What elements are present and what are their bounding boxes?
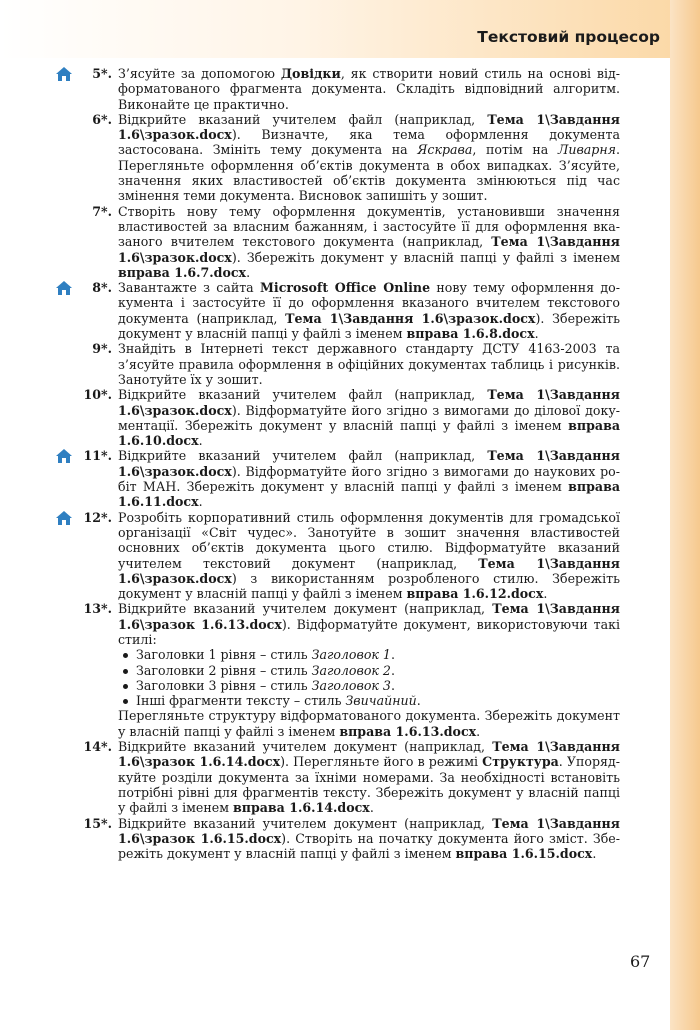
task-number: 7*.	[92, 203, 112, 219]
task-number: 14*.	[83, 739, 112, 755]
task-text: Відкрийте вказаний учителем файл (наприклад, Тема 1\Завдання 1.6\зразок.docx). Відформатуйте його згідно з вимогами до наукових робіт МАН. Збережіть документ у власній папці у файлі з іменем вправа 1.6.11.docx.	[118, 448, 620, 510]
task-text: Відкрийте вказаний учителем файл (наприклад, Тема 1\Завдання 1.6\зразок.docx). Відформатуйте його згідно з вимогами до ділової документації. Збережіть документ у власній папці у файлі з іменем вправа 1.6.10.docx.	[118, 387, 620, 449]
task-number: 13*.	[83, 601, 112, 617]
page-number: 67	[630, 952, 651, 971]
task-item	[0, 112, 620, 204]
style-list	[118, 647, 620, 708]
task-number: 9*.	[92, 341, 112, 357]
task-text: З’ясуйте за допомогою Довідки, як створити новий стиль на основі відформатованого фрагмента документа. Складіть відповідний алгоритм. Виконайте це практично.	[118, 66, 620, 112]
page-section-title: Текстовий процесор	[477, 28, 660, 46]
task-number: 15*.	[83, 815, 112, 831]
side-color-strip	[670, 0, 700, 1030]
task-item	[0, 66, 620, 112]
task-item	[0, 387, 620, 448]
task-text: Відкрийте вказаний учителем документ (наприклад, Тема 1\Завдання 1.6\зразок 1.6.14.docx). Перегляньте його в режимі Структура. Упорядкуйте розділи документа за їхніми номерами. За необхідності встановіть потрібні рівні для фрагментів тексту. Збережіть документ у власній папці у файлі з іменем вправа 1.6.14.docx.	[118, 739, 620, 816]
list-item: Заголовки 3 рівня – стиль Заголовок 3.	[118, 678, 620, 693]
task-text: Створіть нову тему оформлення документів, установивши значення властивостей за власним бажанням, і застосуйте її для оформлення вказаного вчителем текстового документа (наприклад, Тема 1\Завдання 1.6\зразок.docx). Збережіть документ у власній папці у файлі з іменем вправа 1.6.7.docx.	[118, 203, 620, 280]
task-number: 11*.	[83, 448, 112, 464]
task-text: Відкрийте вказаний учителем документ (наприклад, Тема 1\Завдання 1.6\зразок 1.6.13.docx). Відформатуйте документ, використовуючи такі стилі:	[118, 601, 621, 647]
task-text: Відкрийте вказаний учителем документ (наприклад, Тема 1\Завдання 1.6\зразок 1.6.15.docx). Створіть на початку документа його зміст. Збережіть документ у власній папці у файлі з іменем вправа 1.6.15.docx.	[118, 815, 621, 862]
task-item	[0, 448, 620, 509]
task-number: 8*.	[92, 280, 112, 296]
task-text-continued: Перегляньте структуру відформатованого документа. Збережіть документ у власній папці у файлі з іменем вправа 1.6.13.docx.	[118, 708, 620, 739]
task-number: 5*.	[92, 66, 112, 81]
list-item: Заголовки 2 рівня – стиль Заголовок 2.	[118, 663, 620, 678]
task-item	[0, 816, 620, 862]
task-item	[0, 601, 620, 739]
task-item	[0, 204, 620, 280]
task-item	[0, 510, 620, 602]
task-number: 12*.	[83, 509, 112, 525]
task-item	[0, 739, 620, 815]
list-item: Інші фрагменти тексту – стиль Звичайний.	[118, 693, 620, 708]
task-number: 10*.	[83, 387, 112, 403]
list-item: Заголовки 1 рівня – стиль Заголовок 1.	[118, 647, 620, 662]
task-text: Розробіть корпоративний стиль оформлення документів для громадської організації «Світ чудес». Занотуйте в зошит значення властивостей основних об’єктів документа цього стилю. Відформатуйте вказаний учителем текстовий документ (наприклад, Тема 1\Завдання 1.6\зразок.docx) з використанням розробленого стилю. Збережіть документ у власній папці у файлі з іменем вправа 1.6.12.docx.	[118, 509, 620, 602]
task-number: 6*.	[92, 111, 112, 127]
task-list	[0, 66, 620, 861]
task-text: Відкрийте вказаний учителем файл (наприклад, Тема 1\Завдання 1.6\зразок.docx). Визначте, яка тема оформлення документа застосована. Змініть тему документа на Яскрава, потім на Ливарня. Перегляньте оформлення об’єктів документа в обох випадках. З’ясуйте, значення яких властивостей об’єктів документа змінюються під час змінення теми документа. Висновок запишіть у зошит.	[118, 111, 620, 204]
task-text: Знайдіть в Інтернеті текст державного стандарту ДСТУ 4163-2003 та з’ясуйте правила оформлення в офіційних документах таблиць і рисунків. Занотуйте їх у зошит.	[118, 341, 620, 387]
task-text: Завантажте з сайта Microsoft Office Online нову тему оформлення документа і застосуйте її до оформлення вказаного вчителем текстового документа (наприклад, Тема 1\Завдання 1.6\зразок.docx). Збережіть документ у власній папці у файлі з іменем вправа 1.6.8.docx.	[118, 280, 621, 342]
task-item	[0, 280, 620, 341]
task-item	[0, 341, 620, 387]
